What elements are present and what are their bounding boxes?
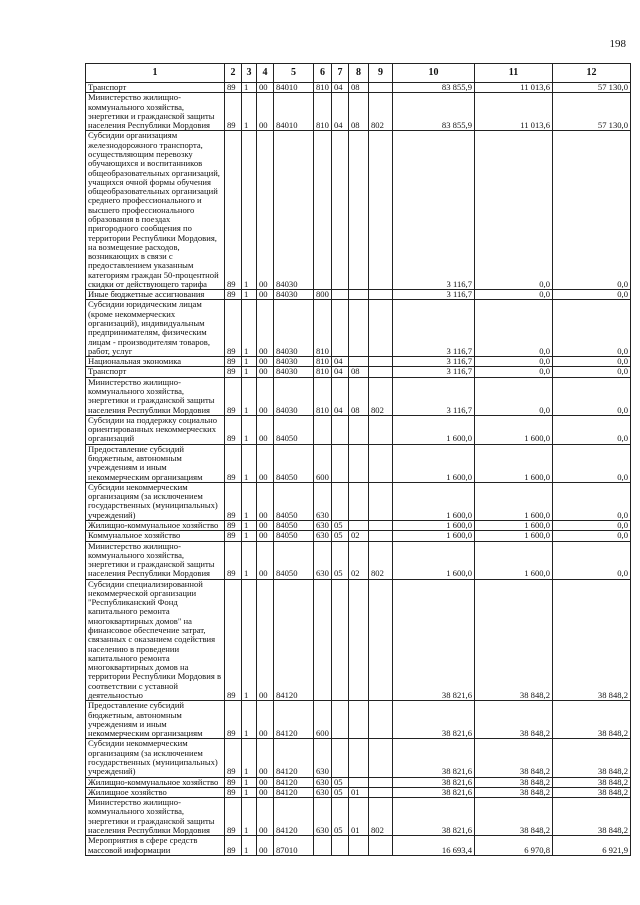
table-row bbox=[86, 377, 631, 415]
cell-col-3: 1 bbox=[242, 798, 257, 836]
cell-expense-type: 810 bbox=[314, 83, 332, 93]
cell-section: 04 bbox=[332, 93, 349, 131]
cell-expense-type bbox=[314, 415, 332, 444]
cell-col-3: 1 bbox=[242, 377, 257, 415]
row-description: Транспорт bbox=[86, 367, 225, 377]
cell-target-article: 84030 bbox=[274, 290, 314, 300]
cell-expense-type: 630 bbox=[314, 541, 332, 579]
cell-col-3: 1 bbox=[242, 836, 257, 856]
cell-col-2: 89 bbox=[225, 131, 242, 290]
cell-col-4: 00 bbox=[257, 93, 274, 131]
cell-amount-col-11: 6 970,8 bbox=[475, 836, 553, 856]
table-row bbox=[86, 367, 631, 377]
cell-section: 04 bbox=[332, 357, 349, 367]
cell-col-3: 1 bbox=[242, 300, 257, 357]
cell-target-article: 84120 bbox=[274, 777, 314, 787]
cell-expense-type: 630 bbox=[314, 777, 332, 787]
row-description: Субсидии юридическим лицам (кроме некоммерческих организаций), индивидуальным предпринимателям, физическим лицам - производителям товаров, работ, услуг bbox=[86, 300, 225, 357]
row-description: Жилищно-коммунальное хозяйство bbox=[86, 777, 225, 787]
cell-amount-col-12: 0,0 bbox=[553, 531, 631, 541]
cell-col-4: 00 bbox=[257, 798, 274, 836]
table-row bbox=[86, 531, 631, 541]
cell-expense-type: 600 bbox=[314, 701, 332, 739]
cell-subsection: 08 bbox=[349, 377, 369, 415]
cell-col-3: 1 bbox=[242, 787, 257, 797]
cell-ministry-code bbox=[369, 579, 393, 701]
cell-col-2: 89 bbox=[225, 701, 242, 739]
cell-amount-col-12: 0,0 bbox=[553, 290, 631, 300]
cell-target-article: 84010 bbox=[274, 93, 314, 131]
cell-col-2: 89 bbox=[225, 739, 242, 777]
cell-subsection bbox=[349, 482, 369, 520]
cell-amount-col-11: 0,0 bbox=[475, 290, 553, 300]
cell-amount-col-11: 1 600,0 bbox=[475, 531, 553, 541]
cell-col-4: 00 bbox=[257, 541, 274, 579]
row-description: Мероприятия в сфере средств массовой информации bbox=[86, 836, 225, 856]
row-description: Транспорт bbox=[86, 83, 225, 93]
cell-col-3: 1 bbox=[242, 444, 257, 482]
table-row bbox=[86, 520, 631, 530]
row-description: Национальная экономика bbox=[86, 357, 225, 367]
cell-ministry-code: 802 bbox=[369, 377, 393, 415]
column-header-5: 5 bbox=[274, 64, 314, 83]
cell-subsection: 08 bbox=[349, 367, 369, 377]
row-description: Министерство жилищно-коммунального хозяйства, энергетики и гражданской защиты населения Республики Мордовия bbox=[86, 798, 225, 836]
table-row bbox=[86, 579, 631, 701]
cell-amount-col-12: 0,0 bbox=[553, 541, 631, 579]
cell-expense-type: 630 bbox=[314, 531, 332, 541]
cell-target-article: 84050 bbox=[274, 482, 314, 520]
cell-amount-col-12: 38 848,2 bbox=[553, 777, 631, 787]
cell-amount-col-11: 11 013,6 bbox=[475, 83, 553, 93]
column-header-9: 9 bbox=[369, 64, 393, 83]
cell-amount-col-10: 38 821,6 bbox=[393, 777, 475, 787]
cell-col-4: 00 bbox=[257, 701, 274, 739]
cell-section bbox=[332, 482, 349, 520]
cell-amount-col-10: 3 116,7 bbox=[393, 300, 475, 357]
column-header-7: 7 bbox=[332, 64, 349, 83]
cell-amount-col-10: 3 116,7 bbox=[393, 367, 475, 377]
cell-col-3: 1 bbox=[242, 520, 257, 530]
cell-col-3: 1 bbox=[242, 739, 257, 777]
cell-expense-type: 630 bbox=[314, 787, 332, 797]
row-description: Субсидии некоммерческим организациям (за исключением государственных (муниципальных) учреждений) bbox=[86, 482, 225, 520]
cell-subsection bbox=[349, 777, 369, 787]
cell-ministry-code bbox=[369, 290, 393, 300]
cell-target-article: 84050 bbox=[274, 531, 314, 541]
cell-section bbox=[332, 701, 349, 739]
cell-amount-col-11: 38 848,2 bbox=[475, 798, 553, 836]
cell-section bbox=[332, 290, 349, 300]
cell-section: 05 bbox=[332, 520, 349, 530]
cell-ministry-code bbox=[369, 131, 393, 290]
cell-amount-col-11: 1 600,0 bbox=[475, 482, 553, 520]
cell-col-2: 89 bbox=[225, 357, 242, 367]
row-description: Предоставление субсидий бюджетным, автономным учреждениям и иным некоммерческим организациям bbox=[86, 444, 225, 482]
cell-col-3: 1 bbox=[242, 482, 257, 520]
cell-col-2: 89 bbox=[225, 787, 242, 797]
column-header-12: 12 bbox=[553, 64, 631, 83]
cell-target-article: 84120 bbox=[274, 798, 314, 836]
cell-subsection: 01 bbox=[349, 787, 369, 797]
cell-subsection bbox=[349, 739, 369, 777]
row-description: Предоставление субсидий бюджетным, автономным учреждениям и иным некоммерческим организациям bbox=[86, 701, 225, 739]
cell-col-2: 89 bbox=[225, 367, 242, 377]
cell-target-article: 84120 bbox=[274, 701, 314, 739]
cell-amount-col-10: 16 693,4 bbox=[393, 836, 475, 856]
cell-col-4: 00 bbox=[257, 290, 274, 300]
row-description: Субсидии на поддержку социально ориентированных некоммерческих организаций bbox=[86, 415, 225, 444]
cell-amount-col-12: 0,0 bbox=[553, 131, 631, 290]
cell-amount-col-12: 38 848,2 bbox=[553, 798, 631, 836]
cell-subsection bbox=[349, 357, 369, 367]
cell-expense-type: 810 bbox=[314, 377, 332, 415]
column-header-6: 6 bbox=[314, 64, 332, 83]
cell-subsection bbox=[349, 520, 369, 530]
cell-ministry-code bbox=[369, 83, 393, 93]
cell-amount-col-12: 0,0 bbox=[553, 444, 631, 482]
cell-col-3: 1 bbox=[242, 579, 257, 701]
cell-section: 05 bbox=[332, 541, 349, 579]
cell-col-3: 1 bbox=[242, 531, 257, 541]
cell-ministry-code bbox=[369, 531, 393, 541]
cell-subsection: 02 bbox=[349, 541, 369, 579]
cell-col-3: 1 bbox=[242, 357, 257, 367]
cell-target-article: 84120 bbox=[274, 739, 314, 777]
column-header-4: 4 bbox=[257, 64, 274, 83]
cell-section: 04 bbox=[332, 377, 349, 415]
cell-amount-col-12: 38 848,2 bbox=[553, 579, 631, 701]
table-row bbox=[86, 93, 631, 131]
cell-ministry-code bbox=[369, 444, 393, 482]
cell-ministry-code bbox=[369, 777, 393, 787]
cell-amount-col-11: 11 013,6 bbox=[475, 93, 553, 131]
cell-amount-col-11: 38 848,2 bbox=[475, 701, 553, 739]
cell-subsection: 02 bbox=[349, 531, 369, 541]
cell-col-4: 00 bbox=[257, 579, 274, 701]
cell-amount-col-10: 1 600,0 bbox=[393, 541, 475, 579]
cell-col-2: 89 bbox=[225, 444, 242, 482]
cell-amount-col-11: 38 848,2 bbox=[475, 579, 553, 701]
cell-amount-col-12: 38 848,2 bbox=[553, 701, 631, 739]
cell-ministry-code bbox=[369, 300, 393, 357]
table-body bbox=[86, 83, 631, 856]
cell-amount-col-10: 1 600,0 bbox=[393, 520, 475, 530]
cell-amount-col-10: 3 116,7 bbox=[393, 290, 475, 300]
cell-ministry-code bbox=[369, 520, 393, 530]
table-row bbox=[86, 290, 631, 300]
cell-expense-type: 800 bbox=[314, 290, 332, 300]
cell-amount-col-11: 0,0 bbox=[475, 357, 553, 367]
cell-ministry-code bbox=[369, 739, 393, 777]
table-row bbox=[86, 482, 631, 520]
cell-target-article: 84030 bbox=[274, 357, 314, 367]
cell-ministry-code bbox=[369, 787, 393, 797]
cell-ministry-code: 802 bbox=[369, 93, 393, 131]
row-description: Жилищное хозяйство bbox=[86, 787, 225, 797]
cell-amount-col-11: 38 848,2 bbox=[475, 787, 553, 797]
cell-ministry-code bbox=[369, 367, 393, 377]
cell-target-article: 87010 bbox=[274, 836, 314, 856]
table-row bbox=[86, 836, 631, 856]
cell-amount-col-12: 6 921,9 bbox=[553, 836, 631, 856]
page-number: 198 bbox=[609, 38, 626, 50]
cell-amount-col-12: 0,0 bbox=[553, 377, 631, 415]
cell-col-4: 00 bbox=[257, 482, 274, 520]
cell-expense-type: 810 bbox=[314, 300, 332, 357]
cell-target-article: 84050 bbox=[274, 520, 314, 530]
budget-table bbox=[85, 63, 631, 856]
cell-section bbox=[332, 300, 349, 357]
row-description: Иные бюджетные ассигнования bbox=[86, 290, 225, 300]
cell-amount-col-10: 38 821,6 bbox=[393, 579, 475, 701]
cell-target-article: 84050 bbox=[274, 541, 314, 579]
cell-amount-col-11: 1 600,0 bbox=[475, 520, 553, 530]
cell-amount-col-10: 3 116,7 bbox=[393, 377, 475, 415]
cell-target-article: 84120 bbox=[274, 579, 314, 701]
cell-subsection: 08 bbox=[349, 93, 369, 131]
cell-col-3: 1 bbox=[242, 701, 257, 739]
cell-subsection bbox=[349, 290, 369, 300]
cell-col-2: 89 bbox=[225, 798, 242, 836]
cell-expense-type: 630 bbox=[314, 798, 332, 836]
row-description: Коммунальное хозяйство bbox=[86, 531, 225, 541]
cell-col-2: 89 bbox=[225, 777, 242, 787]
cell-col-4: 00 bbox=[257, 377, 274, 415]
cell-section: 05 bbox=[332, 777, 349, 787]
column-header-1: 1 bbox=[86, 64, 225, 83]
cell-section: 04 bbox=[332, 83, 349, 93]
cell-amount-col-11: 1 600,0 bbox=[475, 415, 553, 444]
cell-expense-type: 600 bbox=[314, 444, 332, 482]
table-row bbox=[86, 798, 631, 836]
cell-target-article: 84030 bbox=[274, 131, 314, 290]
cell-expense-type bbox=[314, 131, 332, 290]
cell-amount-col-10: 38 821,6 bbox=[393, 798, 475, 836]
cell-subsection bbox=[349, 579, 369, 701]
cell-col-2: 89 bbox=[225, 520, 242, 530]
cell-amount-col-12: 0,0 bbox=[553, 300, 631, 357]
cell-target-article: 84030 bbox=[274, 300, 314, 357]
cell-col-3: 1 bbox=[242, 131, 257, 290]
cell-col-2: 89 bbox=[225, 482, 242, 520]
cell-col-4: 00 bbox=[257, 415, 274, 444]
cell-subsection: 01 bbox=[349, 798, 369, 836]
cell-target-article: 84030 bbox=[274, 377, 314, 415]
cell-subsection bbox=[349, 131, 369, 290]
cell-expense-type: 810 bbox=[314, 367, 332, 377]
cell-col-4: 00 bbox=[257, 739, 274, 777]
cell-col-2: 89 bbox=[225, 836, 242, 856]
cell-amount-col-11: 0,0 bbox=[475, 131, 553, 290]
row-description: Субсидии некоммерческим организациям (за исключением государственных (муниципальных) учреждений) bbox=[86, 739, 225, 777]
cell-amount-col-12: 38 848,2 bbox=[553, 787, 631, 797]
row-description: Жилищно-коммунальное хозяйство bbox=[86, 520, 225, 530]
cell-section: 04 bbox=[332, 367, 349, 377]
cell-section: 05 bbox=[332, 798, 349, 836]
cell-col-3: 1 bbox=[242, 83, 257, 93]
cell-col-3: 1 bbox=[242, 777, 257, 787]
table-row bbox=[86, 739, 631, 777]
cell-expense-type bbox=[314, 836, 332, 856]
cell-ministry-code bbox=[369, 836, 393, 856]
table-row bbox=[86, 131, 631, 290]
cell-col-2: 89 bbox=[225, 93, 242, 131]
cell-subsection bbox=[349, 701, 369, 739]
cell-col-2: 89 bbox=[225, 541, 242, 579]
cell-col-4: 00 bbox=[257, 444, 274, 482]
cell-section bbox=[332, 836, 349, 856]
cell-ministry-code: 802 bbox=[369, 541, 393, 579]
cell-ministry-code bbox=[369, 482, 393, 520]
cell-section bbox=[332, 739, 349, 777]
cell-section bbox=[332, 415, 349, 444]
column-header-8: 8 bbox=[349, 64, 369, 83]
cell-amount-col-12: 0,0 bbox=[553, 367, 631, 377]
row-description: Министерство жилищно-коммунального хозяйства, энергетики и гражданской защиты населения Республики Мордовия bbox=[86, 93, 225, 131]
cell-amount-col-12: 0,0 bbox=[553, 415, 631, 444]
cell-amount-col-11: 0,0 bbox=[475, 300, 553, 357]
cell-target-article: 84050 bbox=[274, 444, 314, 482]
cell-amount-col-11: 0,0 bbox=[475, 367, 553, 377]
row-description: Субсидии организациям железнодорожного транспорта, осуществляющим перевозку обучающихся и воспитанников общеобразовательных организаций, учащихся очной формы обучения общеобразовательных организаций среднего профессионального и высшего профессионального образования в поездах пригородного сообщения по территории Республики Мордовия, на возмещение расходов, возникающих в связи с предоставлением указанным категориям граждан 50-процентной скидки от действующего тарифа bbox=[86, 131, 225, 290]
cell-col-4: 00 bbox=[257, 357, 274, 367]
cell-amount-col-10: 38 821,6 bbox=[393, 739, 475, 777]
header-row bbox=[86, 64, 631, 83]
cell-amount-col-12: 38 848,2 bbox=[553, 739, 631, 777]
table-row bbox=[86, 541, 631, 579]
table-row bbox=[86, 701, 631, 739]
cell-subsection bbox=[349, 836, 369, 856]
cell-col-3: 1 bbox=[242, 415, 257, 444]
cell-section bbox=[332, 579, 349, 701]
cell-col-2: 89 bbox=[225, 531, 242, 541]
cell-col-4: 00 bbox=[257, 131, 274, 290]
cell-ministry-code bbox=[369, 415, 393, 444]
cell-col-4: 00 bbox=[257, 520, 274, 530]
cell-subsection: 08 bbox=[349, 83, 369, 93]
cell-col-4: 00 bbox=[257, 300, 274, 357]
table-row bbox=[86, 787, 631, 797]
cell-col-2: 89 bbox=[225, 377, 242, 415]
cell-ministry-code: 802 bbox=[369, 798, 393, 836]
cell-amount-col-12: 0,0 bbox=[553, 482, 631, 520]
cell-subsection bbox=[349, 415, 369, 444]
cell-expense-type: 630 bbox=[314, 520, 332, 530]
column-header-2: 2 bbox=[225, 64, 242, 83]
cell-subsection bbox=[349, 444, 369, 482]
cell-amount-col-11: 0,0 bbox=[475, 377, 553, 415]
cell-amount-col-10: 1 600,0 bbox=[393, 482, 475, 520]
cell-amount-col-10: 38 821,6 bbox=[393, 787, 475, 797]
column-header-11: 11 bbox=[475, 64, 553, 83]
cell-col-4: 00 bbox=[257, 787, 274, 797]
cell-amount-col-10: 3 116,7 bbox=[393, 131, 475, 290]
table-row bbox=[86, 357, 631, 367]
table-row bbox=[86, 83, 631, 93]
cell-expense-type: 630 bbox=[314, 739, 332, 777]
cell-col-4: 00 bbox=[257, 531, 274, 541]
cell-subsection bbox=[349, 300, 369, 357]
cell-section bbox=[332, 444, 349, 482]
column-header-10: 10 bbox=[393, 64, 475, 83]
cell-target-article: 84010 bbox=[274, 83, 314, 93]
cell-col-4: 00 bbox=[257, 367, 274, 377]
cell-target-article: 84050 bbox=[274, 415, 314, 444]
cell-amount-col-12: 0,0 bbox=[553, 520, 631, 530]
cell-section: 05 bbox=[332, 787, 349, 797]
cell-expense-type bbox=[314, 579, 332, 701]
cell-expense-type: 810 bbox=[314, 357, 332, 367]
column-header-3: 3 bbox=[242, 64, 257, 83]
cell-ministry-code bbox=[369, 701, 393, 739]
cell-col-2: 89 bbox=[225, 83, 242, 93]
cell-col-2: 89 bbox=[225, 415, 242, 444]
cell-amount-col-10: 1 600,0 bbox=[393, 444, 475, 482]
row-description: Министерство жилищно-коммунального хозяйства, энергетики и гражданской защиты населения Республики Мордовия bbox=[86, 541, 225, 579]
cell-col-4: 00 bbox=[257, 83, 274, 93]
cell-target-article: 84030 bbox=[274, 367, 314, 377]
cell-col-2: 89 bbox=[225, 579, 242, 701]
cell-col-3: 1 bbox=[242, 290, 257, 300]
cell-ministry-code bbox=[369, 357, 393, 367]
cell-amount-col-11: 1 600,0 bbox=[475, 444, 553, 482]
table-row bbox=[86, 415, 631, 444]
cell-section: 05 bbox=[332, 531, 349, 541]
cell-amount-col-10: 83 855,9 bbox=[393, 83, 475, 93]
row-description: Министерство жилищно-коммунального хозяйства, энергетики и гражданской защиты населения Республики Мордовия bbox=[86, 377, 225, 415]
cell-expense-type: 630 bbox=[314, 482, 332, 520]
cell-col-2: 89 bbox=[225, 290, 242, 300]
table-row bbox=[86, 444, 631, 482]
cell-col-3: 1 bbox=[242, 367, 257, 377]
cell-col-4: 00 bbox=[257, 836, 274, 856]
cell-col-3: 1 bbox=[242, 93, 257, 131]
cell-amount-col-11: 1 600,0 bbox=[475, 541, 553, 579]
cell-target-article: 84120 bbox=[274, 787, 314, 797]
cell-amount-col-12: 0,0 bbox=[553, 357, 631, 367]
cell-col-4: 00 bbox=[257, 777, 274, 787]
cell-amount-col-12: 57 130,0 bbox=[553, 83, 631, 93]
cell-expense-type: 810 bbox=[314, 93, 332, 131]
cell-amount-col-10: 83 855,9 bbox=[393, 93, 475, 131]
cell-amount-col-10: 1 600,0 bbox=[393, 415, 475, 444]
row-description: Субсидии специализированной некоммерческой организации "Республиканский Фонд капитального ремонта многоквартирных домов" на финансовое обеспечение затрат, связанных с оказанием содействия населению в проведении капитального ремонта многоквартирных домов на территории Республики Мордовия в соответствии с уставной деятельностью bbox=[86, 579, 225, 701]
cell-col-2: 89 bbox=[225, 300, 242, 357]
cell-amount-col-12: 57 130,0 bbox=[553, 93, 631, 131]
cell-amount-col-11: 38 848,2 bbox=[475, 777, 553, 787]
table-row bbox=[86, 300, 631, 357]
cell-amount-col-10: 3 116,7 bbox=[393, 357, 475, 367]
cell-amount-col-11: 38 848,2 bbox=[475, 739, 553, 777]
table-row bbox=[86, 777, 631, 787]
cell-col-3: 1 bbox=[242, 541, 257, 579]
cell-amount-col-10: 38 821,6 bbox=[393, 701, 475, 739]
cell-amount-col-10: 1 600,0 bbox=[393, 531, 475, 541]
cell-section bbox=[332, 131, 349, 290]
